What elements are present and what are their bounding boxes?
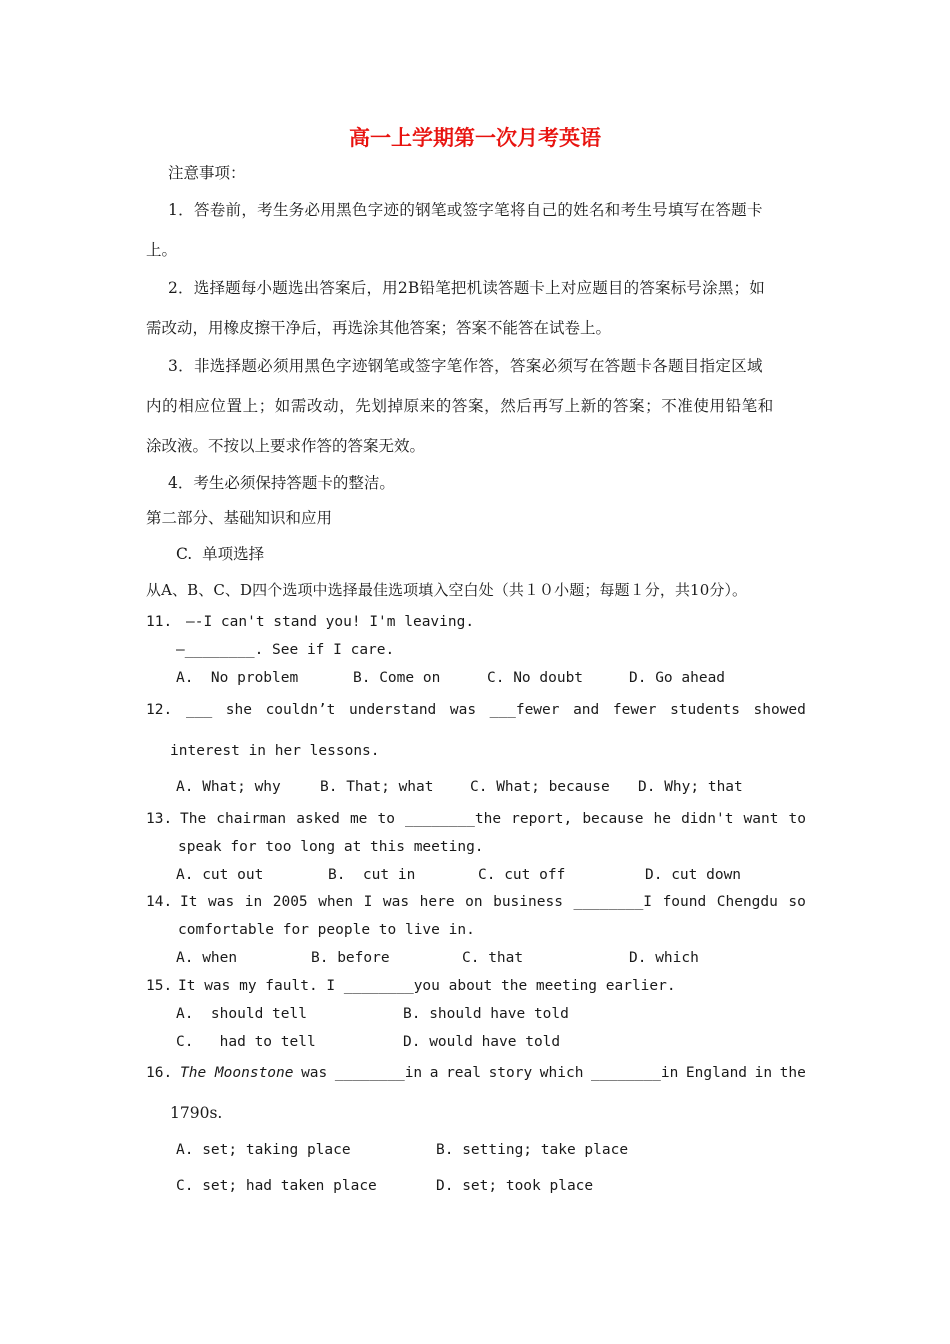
q15-option-d: D. would have told [403, 1034, 561, 1050]
q16-word: in [754, 1065, 773, 1081]
q13-word: report, [511, 811, 573, 827]
q14-word: Chengdu [716, 894, 778, 910]
q14-word: here [419, 894, 455, 910]
q16-word: the [779, 1065, 806, 1081]
note-item-4: 4．考生必须保持答题卡的整洁。 [168, 474, 395, 492]
q14-word: 2005 [272, 894, 308, 910]
q13-word: asked [296, 811, 340, 827]
q14-word: ________I [573, 894, 653, 910]
q12-word: couldn’t [265, 702, 336, 718]
note-item-3-cont: 内的相应位置上；如需改动，先划掉原来的答案，然后再写上新的答案；不准使用铅笔和 [146, 397, 774, 415]
q12-line2: interest in her lessons. [170, 743, 380, 759]
q14-word: It [180, 894, 198, 910]
q16-word: England [685, 1065, 748, 1081]
subsection-heading: C. 单项选择 [176, 545, 265, 563]
q14-word: found [662, 894, 707, 910]
q11-line1: —-I can't stand you! I'm leaving. [186, 614, 475, 630]
q14-word: when [318, 894, 354, 910]
q12-option-b: B. That; what [320, 779, 434, 795]
q13-number: 13. [146, 811, 173, 827]
q16-word: story [488, 1065, 533, 1081]
q13-option-a: A. cut out [176, 867, 264, 883]
note-item-1: 1．答卷前，考生务必用黑色字迹的钢笔或签字笔将自己的姓名和考生号填写在答题卡 [168, 201, 763, 219]
q13-word: chairman [216, 811, 287, 827]
q14-word: so [788, 894, 806, 910]
q11-option-a: A. No problem [176, 670, 299, 686]
q16-word: real [446, 1065, 481, 1081]
q15-line1: It was my fault. I ________you about the meeting earlier. [178, 978, 676, 994]
q13-word: he [653, 811, 671, 827]
q13-option-c: C. cut off [478, 867, 566, 883]
q12-number: 12. [146, 702, 173, 718]
q14-word: on [465, 894, 483, 910]
q16-book-title: The Moonstone [180, 1065, 294, 1081]
q13-word: want [743, 811, 779, 827]
instruction: 从A、B、C、D四个选项中选择最佳选项填入空白处（共１０小题；每题１分，共10分）。 [146, 581, 748, 599]
note-item-2-cont: 需改动，用橡皮擦干净后，再选涂其他答案；答案不能答在试卷上。 [146, 319, 612, 337]
q16-option-c: C. set; had taken place [176, 1178, 377, 1194]
q12-word: understand [348, 702, 437, 718]
q16-word: which [539, 1065, 584, 1081]
q13-word: The [180, 811, 207, 827]
q12-word: students [670, 702, 740, 718]
q13-line2: speak for too long at this meeting. [178, 839, 484, 855]
q12-word: ___fewer [489, 702, 560, 718]
q14-number: 14. [146, 894, 173, 910]
q14-word: was [208, 894, 235, 910]
q12-word: ___ [186, 702, 213, 718]
q11-line2: —________. See if I care. [176, 642, 395, 658]
q11-option-b: B. Come on [353, 670, 441, 686]
q14-line2: comfortable for people to live in. [178, 922, 475, 938]
q14-word: in [244, 894, 263, 910]
q14-word: I [363, 894, 373, 910]
q16-word: was [301, 1065, 328, 1081]
q14-line1 [180, 892, 806, 912]
note-item-3: 3．非选择题必须用黑色字迹钢笔或签字笔作答，答案必须写在答题卡各题目指定区域 [168, 357, 763, 375]
q16-option-d: D. set; took place [436, 1178, 594, 1194]
q16-line2: 1790s. [170, 1104, 223, 1122]
q13-word: to [788, 811, 806, 827]
q13-word: ________the [405, 811, 502, 827]
page-title: 高一上学期第一次月考英语 [349, 125, 601, 150]
q12-word: was [449, 702, 477, 718]
q12-option-a: A. What; why [176, 779, 281, 795]
q13-option-b: B. cut in [328, 867, 416, 883]
q12-option-c: C. What; because [470, 779, 610, 795]
note-item-1-cont: 上。 [146, 241, 178, 259]
q12-option-d: D. Why; that [638, 779, 743, 795]
q15-option-a: A. should tell [176, 1006, 307, 1022]
q13-word: because [582, 811, 644, 827]
q14-option-b: B. before [311, 950, 390, 966]
notes-heading: 注意事项： [168, 164, 246, 182]
q16-line1 [180, 1063, 806, 1083]
q14-option-a: A. when [176, 950, 238, 966]
q13-option-d: D. cut down [645, 867, 742, 883]
q15-number: 15. [146, 978, 173, 994]
q14-option-c: C. that [462, 950, 524, 966]
q16-number: 16. [146, 1065, 173, 1081]
q12-line1 [186, 700, 806, 720]
q11-option-d: D. Go ahead [629, 670, 726, 686]
q16-word: ________in [591, 1065, 679, 1081]
q13-word: to [377, 811, 395, 827]
q14-option-d: D. which [629, 950, 699, 966]
q12-word: fewer [612, 702, 657, 718]
q13-word: didn't [681, 811, 734, 827]
q15-option-b: B. should have told [403, 1006, 569, 1022]
q11-number: 11. [146, 614, 173, 630]
section-heading: 第二部分、基础知识和应用 [146, 509, 333, 527]
q16-option-a: A. set; taking place [176, 1142, 351, 1158]
q12-word: and [573, 702, 600, 718]
note-item-2: 2．选择题每小题选出答案后，用2B铅笔把机读答题卡上对应题目的答案标号涂黑；如 [168, 279, 765, 297]
q12-word: she [225, 702, 252, 718]
q16-word: ________in [334, 1065, 423, 1081]
q14-word: was [382, 894, 410, 910]
q16-option-b: B. setting; take place [436, 1142, 629, 1158]
q13-word: me [349, 811, 368, 827]
q11-option-c: C. No doubt [487, 670, 584, 686]
q16-word: a [429, 1065, 439, 1081]
q15-option-c: C. had to tell [176, 1034, 316, 1050]
q13-line1 [180, 809, 806, 829]
note-item-3-cont2: 涂改液。不按以上要求作答的答案无效。 [146, 437, 426, 455]
q14-word: business [493, 894, 563, 910]
q12-word: showed [753, 702, 806, 718]
